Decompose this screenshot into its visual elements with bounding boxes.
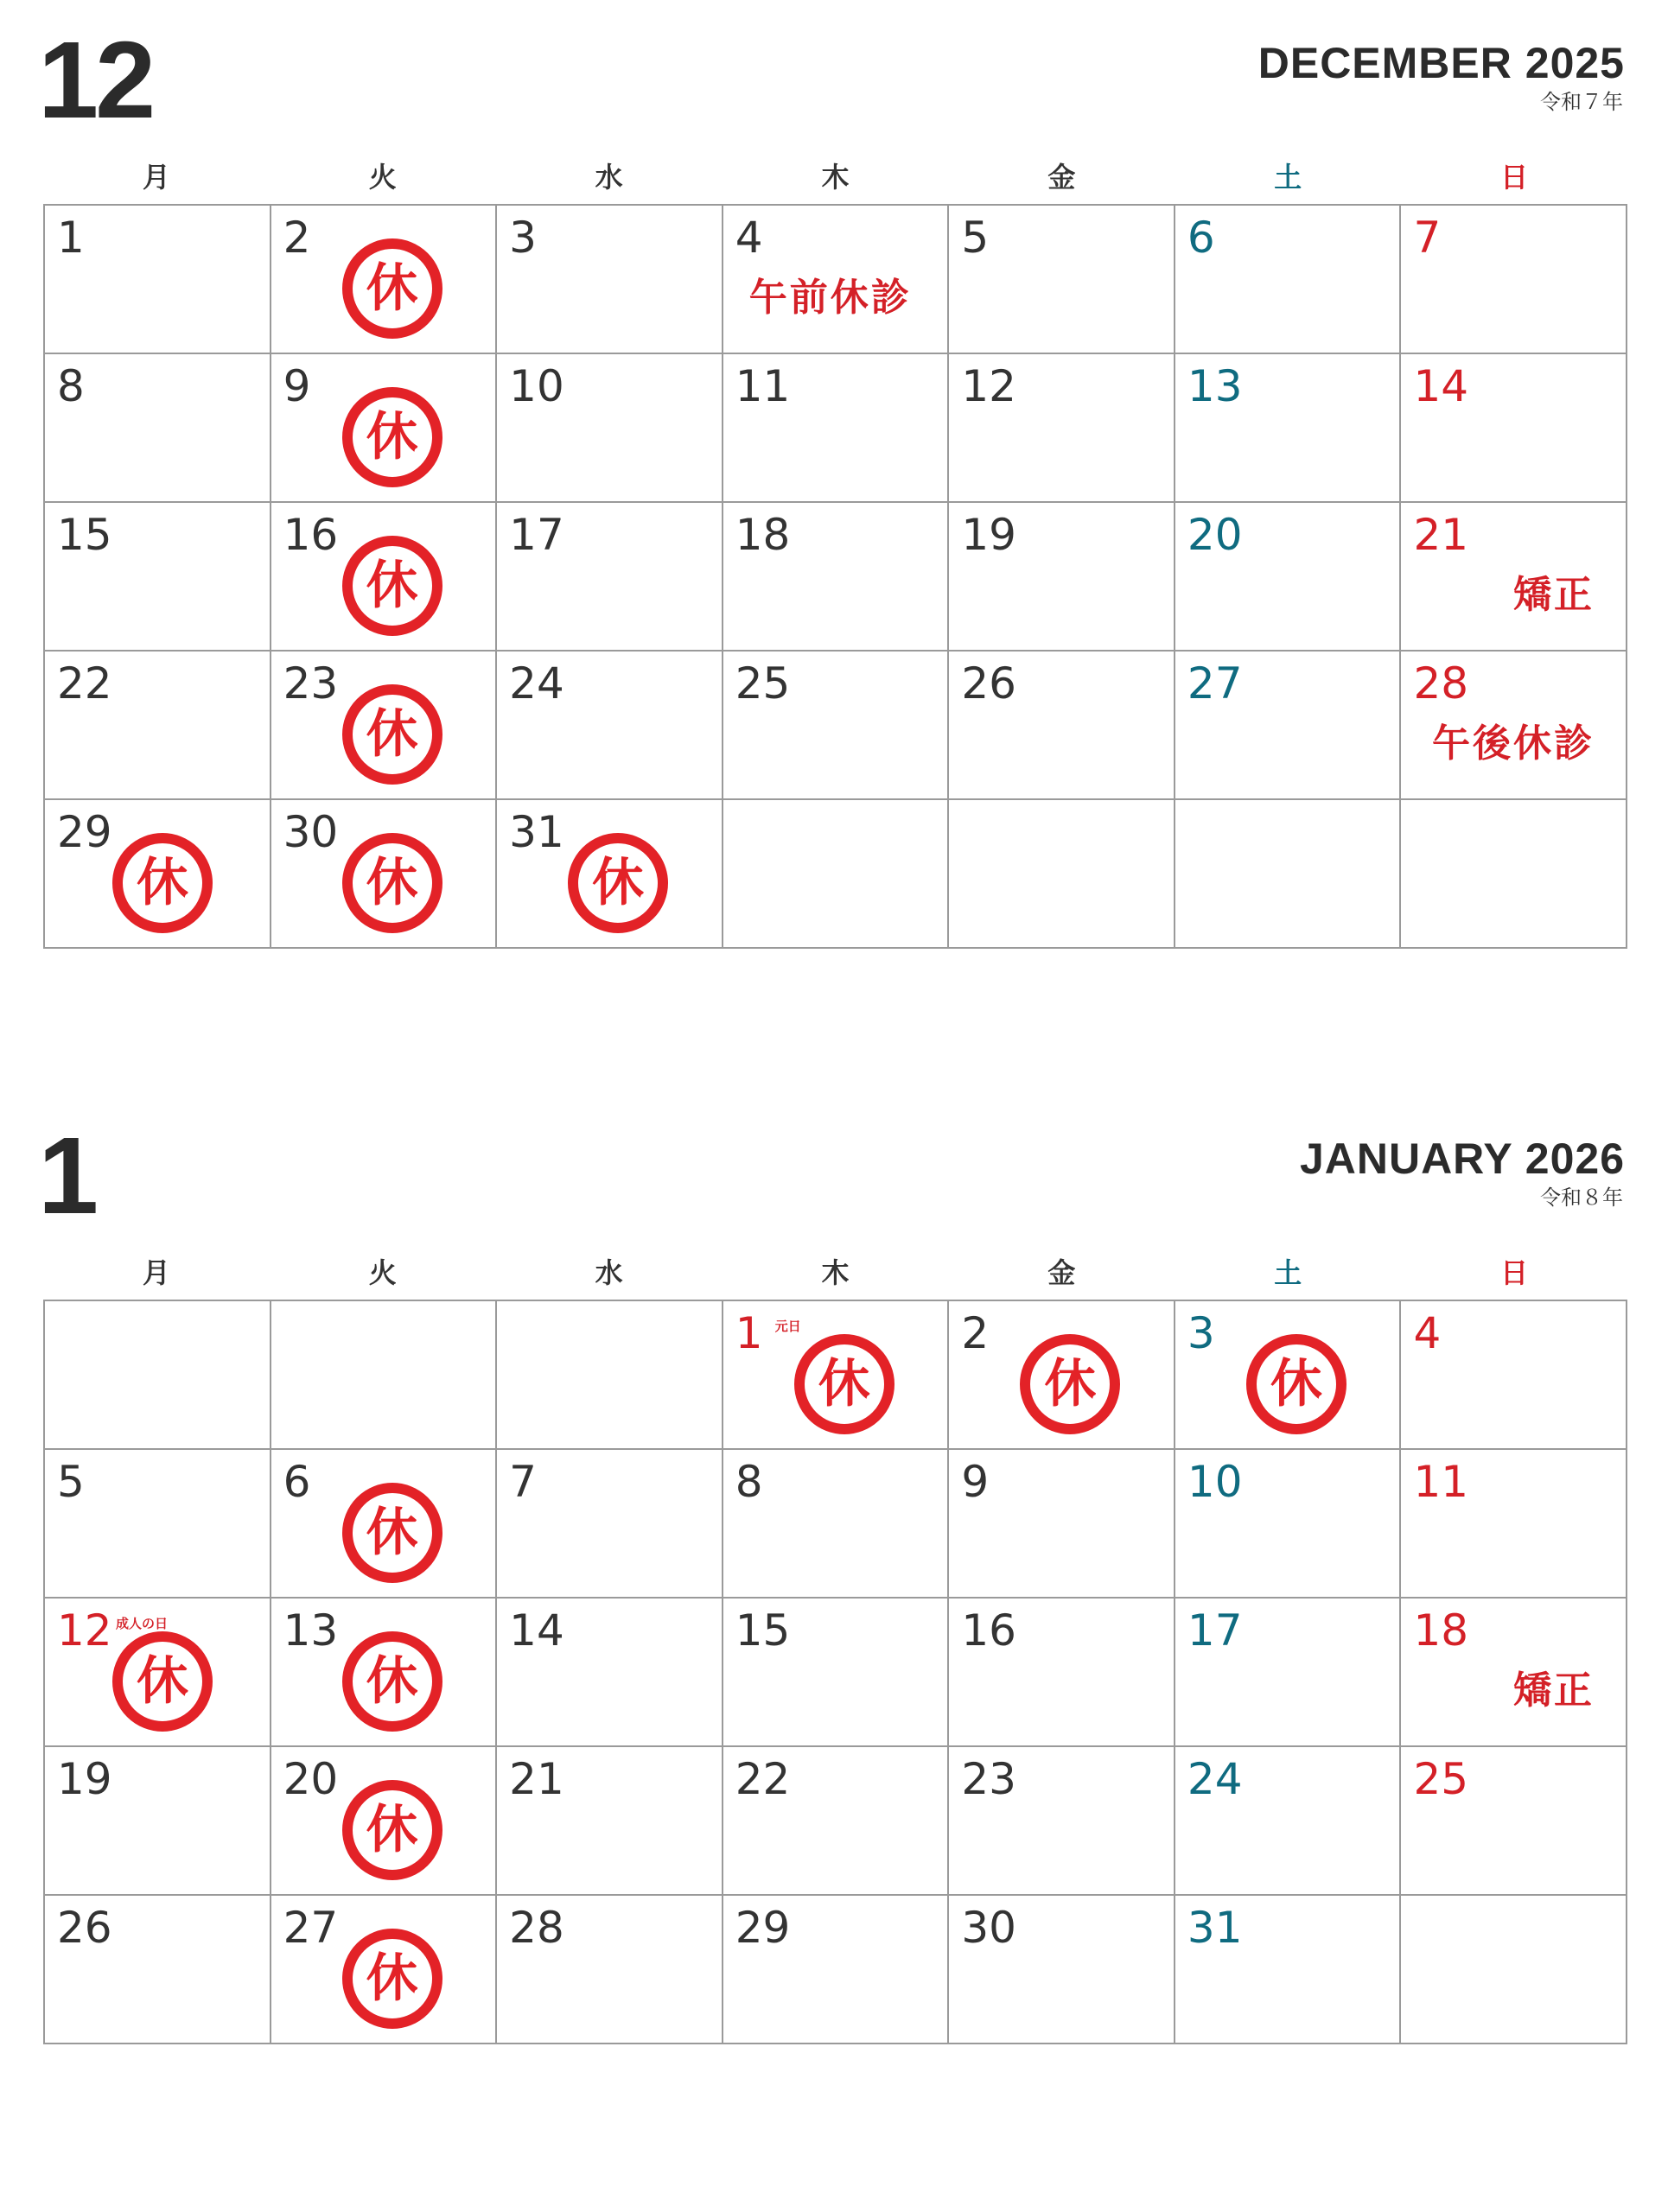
weekday-header bbox=[43, 156, 1627, 199]
day-number: 9 bbox=[961, 1457, 990, 1507]
day-cell bbox=[45, 503, 271, 652]
closed-day-stamp: 休 bbox=[1020, 1334, 1120, 1434]
day-number: 20 bbox=[1187, 510, 1243, 560]
day-number: 4 bbox=[735, 213, 763, 263]
era-year: 令和８年 bbox=[1540, 1185, 1623, 1210]
day-cell bbox=[949, 354, 1175, 503]
day-cell bbox=[949, 1747, 1175, 1896]
day-number: 30 bbox=[961, 1903, 1016, 1953]
day-number: 7 bbox=[509, 1457, 537, 1507]
day-cell bbox=[949, 1599, 1175, 1747]
week-row bbox=[45, 354, 1627, 503]
month-title: JANUARY 2026 bbox=[1299, 1135, 1625, 1183]
day-number: 3 bbox=[1187, 1308, 1215, 1358]
day-number: 24 bbox=[1187, 1754, 1243, 1804]
day-number: 10 bbox=[509, 361, 564, 411]
closed-day-stamp: 休 bbox=[794, 1334, 894, 1434]
day-number: 21 bbox=[509, 1754, 564, 1804]
day-cell bbox=[1401, 800, 1627, 949]
day-cell bbox=[1175, 1450, 1402, 1599]
closed-day-stamp: 休 bbox=[342, 684, 442, 785]
day-number: 8 bbox=[735, 1457, 763, 1507]
day-cell bbox=[45, 800, 271, 949]
day-number: 12 bbox=[961, 361, 1016, 411]
closed-day-stamp: 休 bbox=[342, 238, 442, 339]
day-cell bbox=[949, 206, 1175, 354]
day-cell bbox=[1401, 206, 1627, 354]
weekday-label: 火 bbox=[368, 161, 397, 194]
day-cell bbox=[1401, 1301, 1627, 1450]
era-year: 令和７年 bbox=[1540, 90, 1623, 114]
week-row bbox=[45, 1301, 1627, 1450]
day-cell bbox=[723, 503, 950, 652]
weekday-label: 木 bbox=[821, 1256, 850, 1289]
closed-day-stamp: 休 bbox=[568, 833, 668, 933]
weekday-label: 火 bbox=[368, 1256, 397, 1289]
day-number: 25 bbox=[735, 658, 791, 709]
weekday-label: 月 bbox=[142, 161, 170, 194]
week-row bbox=[45, 652, 1627, 800]
closed-day-stamp: 休 bbox=[342, 1780, 442, 1880]
day-number: 12 bbox=[57, 1605, 112, 1656]
week-row bbox=[45, 206, 1627, 354]
holiday-name: 元日 bbox=[774, 1319, 801, 1334]
week-row bbox=[45, 503, 1627, 652]
day-cell bbox=[1175, 354, 1402, 503]
day-number: 22 bbox=[57, 658, 112, 709]
day-number: 13 bbox=[283, 1605, 339, 1656]
weekday-label: 土 bbox=[1274, 161, 1302, 194]
weekday-label: 月 bbox=[142, 1256, 170, 1289]
month-number: 1 bbox=[38, 1115, 96, 1236]
day-number: 19 bbox=[57, 1754, 112, 1804]
day-cell bbox=[271, 354, 498, 503]
day-number: 19 bbox=[961, 510, 1016, 560]
day-number: 30 bbox=[283, 807, 339, 857]
day-number: 14 bbox=[1413, 361, 1469, 411]
day-cell bbox=[271, 206, 498, 354]
calendar-grid bbox=[43, 204, 1627, 949]
day-number: 5 bbox=[961, 213, 990, 263]
weekday-label: 木 bbox=[821, 161, 850, 194]
day-number: 25 bbox=[1413, 1754, 1469, 1804]
day-number: 20 bbox=[283, 1754, 339, 1804]
day-number: 8 bbox=[57, 361, 85, 411]
weekday-label: 土 bbox=[1274, 1256, 1302, 1289]
day-number: 23 bbox=[283, 658, 339, 709]
day-cell bbox=[1175, 1896, 1402, 2044]
closed-day-stamp: 休 bbox=[342, 1929, 442, 2029]
day-cell bbox=[271, 1599, 498, 1747]
day-number: 17 bbox=[1187, 1605, 1243, 1656]
calendar-grid bbox=[43, 1300, 1627, 2044]
day-cell bbox=[271, 800, 498, 949]
day-cell bbox=[723, 354, 950, 503]
clinic-note: 午後休診 bbox=[1432, 721, 1595, 766]
day-cell bbox=[497, 800, 723, 949]
day-cell bbox=[723, 1747, 950, 1896]
holiday-name: 成人の日 bbox=[116, 1616, 169, 1631]
day-number: 6 bbox=[283, 1457, 311, 1507]
day-cell bbox=[45, 1450, 271, 1599]
day-cell bbox=[723, 652, 950, 800]
day-cell bbox=[497, 1450, 723, 1599]
day-number: 10 bbox=[1187, 1457, 1243, 1507]
day-cell bbox=[723, 1450, 950, 1599]
day-cell bbox=[497, 652, 723, 800]
day-cell bbox=[45, 206, 271, 354]
day-cell bbox=[1401, 503, 1627, 652]
day-cell bbox=[497, 206, 723, 354]
day-cell bbox=[271, 1450, 498, 1599]
day-number: 29 bbox=[735, 1903, 791, 1953]
day-number: 26 bbox=[57, 1903, 112, 1953]
day-cell bbox=[949, 503, 1175, 652]
day-number: 3 bbox=[509, 213, 537, 263]
day-cell bbox=[1401, 652, 1627, 800]
day-number: 22 bbox=[735, 1754, 791, 1804]
day-cell bbox=[1401, 1599, 1627, 1747]
day-number: 15 bbox=[57, 510, 112, 560]
month-number: 12 bbox=[38, 19, 153, 141]
clinic-note: 矯正 bbox=[1513, 1669, 1595, 1713]
day-number: 1 bbox=[57, 213, 85, 263]
day-number: 28 bbox=[509, 1903, 564, 1953]
day-number: 21 bbox=[1413, 510, 1469, 560]
day-cell bbox=[949, 1301, 1175, 1450]
week-row bbox=[45, 1599, 1627, 1747]
day-number: 31 bbox=[1187, 1903, 1243, 1953]
week-row bbox=[45, 1450, 1627, 1599]
day-cell bbox=[1175, 1747, 1402, 1896]
closed-day-stamp: 休 bbox=[112, 833, 213, 933]
week-row bbox=[45, 1896, 1627, 2044]
day-number: 5 bbox=[57, 1457, 85, 1507]
day-cell bbox=[1401, 1450, 1627, 1599]
closed-day-stamp: 休 bbox=[342, 536, 442, 636]
day-number: 31 bbox=[509, 807, 564, 857]
day-number: 11 bbox=[1413, 1457, 1469, 1507]
day-number: 16 bbox=[283, 510, 339, 560]
day-cell bbox=[1175, 206, 1402, 354]
day-cell bbox=[497, 1301, 723, 1450]
day-number: 17 bbox=[509, 510, 564, 560]
closed-day-stamp: 休 bbox=[342, 1483, 442, 1583]
day-cell bbox=[497, 1896, 723, 2044]
clinic-note: 矯正 bbox=[1513, 573, 1595, 617]
day-cell bbox=[271, 1747, 498, 1896]
weekday-label: 日 bbox=[1500, 161, 1529, 194]
closed-day-stamp: 休 bbox=[1246, 1334, 1346, 1434]
weekday-header bbox=[43, 1251, 1627, 1294]
day-cell bbox=[723, 1301, 950, 1450]
weekday-label: 金 bbox=[1047, 161, 1076, 194]
day-number: 28 bbox=[1413, 658, 1469, 709]
day-number: 1 bbox=[735, 1308, 763, 1358]
day-number: 13 bbox=[1187, 361, 1243, 411]
day-cell bbox=[271, 652, 498, 800]
day-cell bbox=[1401, 1747, 1627, 1896]
weekday-label: 水 bbox=[595, 161, 623, 194]
day-cell bbox=[723, 1896, 950, 2044]
day-number: 4 bbox=[1413, 1308, 1442, 1358]
day-cell bbox=[45, 1747, 271, 1896]
day-number: 7 bbox=[1413, 213, 1442, 263]
day-number: 26 bbox=[961, 658, 1016, 709]
day-cell bbox=[497, 354, 723, 503]
weekday-label: 水 bbox=[595, 1256, 623, 1289]
closed-day-stamp: 休 bbox=[112, 1631, 213, 1732]
day-cell bbox=[271, 1301, 498, 1450]
day-cell bbox=[1175, 503, 1402, 652]
day-number: 15 bbox=[735, 1605, 791, 1656]
day-number: 9 bbox=[283, 361, 311, 411]
day-cell bbox=[949, 652, 1175, 800]
weekday-label: 日 bbox=[1500, 1256, 1529, 1289]
day-cell bbox=[45, 1599, 271, 1747]
day-cell bbox=[1401, 354, 1627, 503]
weekday-label: 金 bbox=[1047, 1256, 1076, 1289]
day-cell bbox=[497, 503, 723, 652]
day-cell bbox=[1401, 1896, 1627, 2044]
day-number: 16 bbox=[961, 1605, 1016, 1656]
closed-day-stamp: 休 bbox=[342, 387, 442, 487]
day-cell bbox=[723, 206, 950, 354]
day-cell bbox=[45, 652, 271, 800]
day-number: 27 bbox=[1187, 658, 1243, 709]
closed-day-stamp: 休 bbox=[342, 833, 442, 933]
day-cell bbox=[723, 1599, 950, 1747]
day-cell bbox=[271, 1896, 498, 2044]
day-number: 18 bbox=[735, 510, 791, 560]
day-cell bbox=[45, 1301, 271, 1450]
day-cell bbox=[949, 1450, 1175, 1599]
day-number: 27 bbox=[283, 1903, 339, 1953]
week-row bbox=[45, 800, 1627, 949]
day-cell bbox=[949, 1896, 1175, 2044]
week-row bbox=[45, 1747, 1627, 1896]
day-number: 24 bbox=[509, 658, 564, 709]
closed-day-stamp: 休 bbox=[342, 1631, 442, 1732]
day-cell bbox=[1175, 800, 1402, 949]
day-cell bbox=[1175, 1599, 1402, 1747]
day-cell bbox=[45, 1896, 271, 2044]
day-cell bbox=[723, 800, 950, 949]
day-number: 23 bbox=[961, 1754, 1016, 1804]
day-cell bbox=[1175, 1301, 1402, 1450]
day-cell bbox=[949, 800, 1175, 949]
day-number: 29 bbox=[57, 807, 112, 857]
day-cell bbox=[1175, 652, 1402, 800]
day-number: 2 bbox=[961, 1308, 990, 1358]
day-cell bbox=[497, 1747, 723, 1896]
day-cell bbox=[271, 503, 498, 652]
day-cell bbox=[497, 1599, 723, 1747]
month-title: DECEMBER 2025 bbox=[1257, 39, 1625, 87]
day-number: 6 bbox=[1187, 213, 1215, 263]
day-number: 11 bbox=[735, 361, 791, 411]
day-number: 14 bbox=[509, 1605, 564, 1656]
day-number: 18 bbox=[1413, 1605, 1469, 1656]
day-cell bbox=[45, 354, 271, 503]
clinic-note: 午前休診 bbox=[748, 276, 912, 320]
day-number: 2 bbox=[283, 213, 311, 263]
